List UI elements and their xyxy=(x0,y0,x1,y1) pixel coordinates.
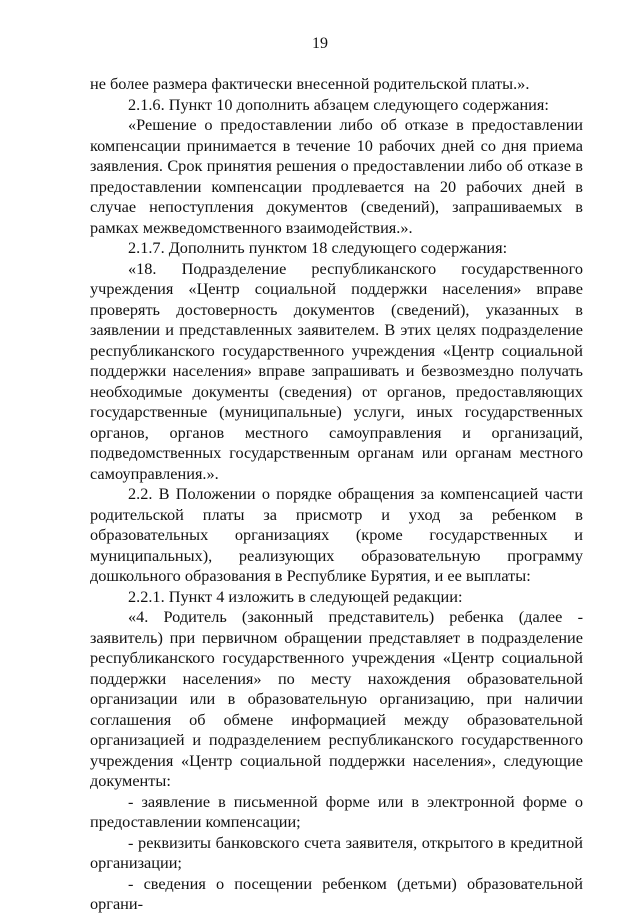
paragraph-quote-point-18: «18. Подразделение республиканского государственного учреждения «Центр социальной поддержки населения» вправе проверять достоверность документов (сведений), указанных в заявлении и представленных заявителем. В этих целях подразделение республиканского государственного учреждения «Центр социальной поддержки населения» вправе запрашивать и безвозмездно получать необходимые документы (сведения) от органов, предоставляющих государственные (муниципальные) услуги, иных государственных органов, органов местного самоуправления и организаций, подведомственных государственным органам или органам местного самоуправления.». xyxy=(90,258,583,483)
page-number: 19 xyxy=(312,35,328,52)
paragraph-clause-2-2: 2.2. В Положении о порядке обращения за компенсацией части родительской платы за присмотр и уход за ребенком в образовательных организациях (кроме государственных и муниципальных), реализующих образовательную программу дошкольного образования в Республике Бурятия, и ее выплаты: xyxy=(90,484,583,585)
paragraph-continuation: не более размера фактически внесенной родительской платы.». xyxy=(90,74,530,93)
list-item-application: - заявление в письменной форме или в электронной форме о предоставлении компенсации; xyxy=(90,791,583,831)
document-body xyxy=(90,74,583,915)
paragraph-clause-2-1-6: 2.1.6. Пункт 10 дополнить абзацем следующего содержания: xyxy=(128,94,549,114)
list-item-bank-details: - реквизиты банковского счета заявителя, открытого в кредитной организации; xyxy=(90,832,583,872)
paragraph-clause-2-1-7: 2.1.7. Дополнить пунктом 18 следующего содержания: xyxy=(128,238,508,257)
paragraph-clause-2-2-1: 2.2.1. Пункт 4 изложить в следующей редакции: xyxy=(128,586,463,606)
paragraph-quote-point-4: «4. Родитель (законный представитель) ребенка (далее - заявитель) при первичном обращении представляет в подразделение республиканского государственного учреждения «Центр социальной поддержки населения» по месту нахождения образовательной организации или в образовательную организацию, при наличии соглашения об обмене информацией между образовательной организацией и подразделением республиканского государственного учреждения «Центр социальной поддержки населения», следующие документы: xyxy=(90,607,583,790)
paragraph-quote-decision: «Решение о предоставлении либо об отказе в предоставлении компенсации принимается в течение 10 рабочих дней со дня приема заявления. Срок принятия решения о предоставлении либо об отказе в предоставлении компенсации продлевается на 20 рабочих дней в случае непоступления документов (сведений), запрашиваемых в рамках межведомственного взаимодействия.». xyxy=(90,115,583,237)
list-item-attendance: - сведения о посещении ребенком (детьми) образовательной органи- xyxy=(90,873,583,913)
